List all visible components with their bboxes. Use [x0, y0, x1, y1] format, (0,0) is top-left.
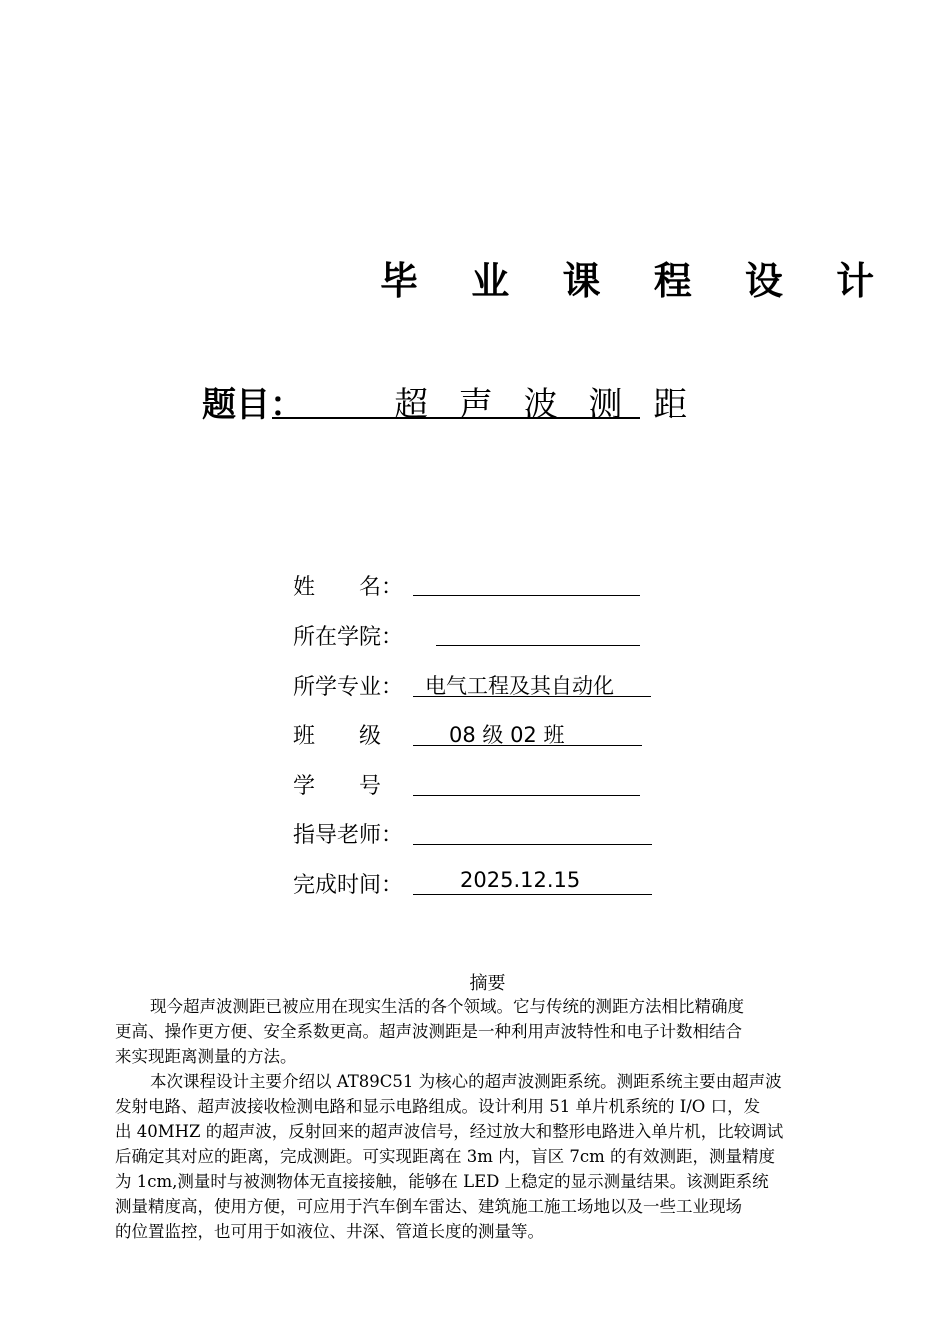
info-label: 所学专业：	[293, 675, 404, 700]
info-label: 班 级	[293, 724, 382, 749]
info-label: 学 号	[293, 774, 382, 799]
abstract-line: 现今超声波测距已被应用在现实生活的各个领域。它与传统的测距方法相比精确度	[150, 997, 744, 1016]
info-underline	[413, 595, 640, 596]
document-title: 毕 业 课 程 设 计	[380, 258, 895, 303]
abstract-line: 更高、操作更方便、安全系数更高。超声波测距是一种利用声波特性和电子计数相结合	[115, 1022, 742, 1041]
info-underline	[413, 795, 640, 796]
info-value: 电气工程及其自动化	[425, 674, 614, 698]
abstract-line: 来实现距离测量的方法。	[115, 1047, 297, 1066]
info-label: 所在学院：	[293, 625, 404, 650]
abstract-line: 的位置监控，也可用于如液位、井深、管道长度的测量等。	[115, 1222, 544, 1241]
info-label: 指导老师：	[293, 823, 404, 848]
info-label: 完成时间：	[293, 873, 404, 898]
abstract-line: 发射电路、超声波接收检测电路和显示电路组成。设计利用 51 单片机系统的 I/O 口，发	[115, 1097, 761, 1116]
abstract-title: 摘要	[469, 973, 506, 994]
topic-value: 超 声 波 测 距	[394, 385, 698, 425]
abstract-line: 出 40MHZ 的超声波，反射回来的超声波信号，经过放大和整形电路进入单片机，比较调试	[115, 1122, 784, 1141]
info-value: 08 级 02 班	[449, 723, 565, 747]
info-value: 2025.12.15	[460, 868, 581, 892]
abstract-line: 后确定其对应的距离，完成测距。可实现距离在 3m 内，盲区 7cm 的有效测距，测量精度	[115, 1147, 776, 1166]
info-underline	[413, 844, 652, 845]
info-underline	[436, 645, 640, 646]
info-underline	[413, 894, 652, 895]
topic-label: 题目：	[202, 385, 304, 425]
abstract-line: 测量精度高，使用方便，可应用于汽车倒车雷达、建筑施工施工场地以及一些工业现场	[115, 1197, 742, 1216]
abstract-body	[115, 994, 860, 1244]
abstract-line: 本次课程设计主要介绍以 AT89C51 为核心的超声波测距系统。测距系统主要由超声波	[150, 1072, 782, 1091]
info-label: 姓 名：	[293, 575, 404, 600]
abstract-line: 为 1cm,测量时与被测物体无直接接触，能够在 LED 上稳定的显示测量结果。该测距系统	[115, 1172, 769, 1191]
